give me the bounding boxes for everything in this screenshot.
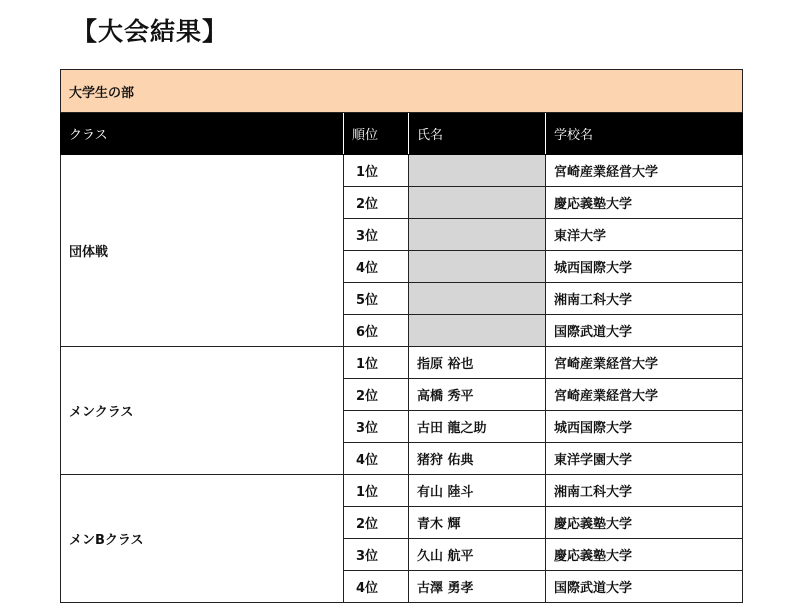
rank-cell: 4位 <box>344 251 409 283</box>
class-cell: メンクラス <box>61 347 344 475</box>
column-header-name: 氏名 <box>409 113 546 155</box>
rank-cell: 4位 <box>344 443 409 475</box>
rank-cell: 4位 <box>344 571 409 603</box>
school-cell: 城西国際大学 <box>546 411 743 443</box>
school-cell: 東洋学園大学 <box>546 443 743 475</box>
table-row <box>61 155 743 187</box>
name-cell <box>409 283 546 315</box>
name-cell: 久山 航平 <box>409 539 546 571</box>
name-cell: 有山 陸斗 <box>409 475 546 507</box>
school-cell: 慶応義塾大学 <box>546 539 743 571</box>
name-cell: 猪狩 佑典 <box>409 443 546 475</box>
results-table <box>60 69 743 603</box>
name-cell <box>409 315 546 347</box>
name-cell: 指原 裕也 <box>409 347 546 379</box>
school-cell: 国際武道大学 <box>546 571 743 603</box>
rank-cell: 1位 <box>344 155 409 187</box>
school-cell: 宮崎産業経営大学 <box>546 347 743 379</box>
rank-cell: 1位 <box>344 347 409 379</box>
rank-cell: 1位 <box>344 475 409 507</box>
section-header-row <box>61 70 743 113</box>
rank-cell: 2位 <box>344 379 409 411</box>
school-cell: 宮崎産業経営大学 <box>546 155 743 187</box>
school-cell: 宮崎産業経営大学 <box>546 379 743 411</box>
school-cell: 国際武道大学 <box>546 315 743 347</box>
name-cell <box>409 155 546 187</box>
name-cell: 高橋 秀平 <box>409 379 546 411</box>
class-cell: メンBクラス <box>61 475 344 603</box>
section-title: 大学生の部 <box>61 70 743 113</box>
school-cell: 城西国際大学 <box>546 251 743 283</box>
table-row <box>61 347 743 379</box>
name-cell: 古澤 勇孝 <box>409 571 546 603</box>
name-cell <box>409 187 546 219</box>
rank-cell: 3位 <box>344 411 409 443</box>
column-header-school: 学校名 <box>546 113 743 155</box>
rank-cell: 3位 <box>344 219 409 251</box>
name-cell <box>409 219 546 251</box>
rank-cell: 2位 <box>344 507 409 539</box>
school-cell: 湘南工科大学 <box>546 283 743 315</box>
class-cell: 団体戦 <box>61 155 344 347</box>
school-cell: 東洋大学 <box>546 219 743 251</box>
school-cell: 湘南工科大学 <box>546 475 743 507</box>
name-cell: 青木 輝 <box>409 507 546 539</box>
rank-cell: 3位 <box>344 539 409 571</box>
school-cell: 慶応義塾大学 <box>546 507 743 539</box>
school-cell: 慶応義塾大学 <box>546 187 743 219</box>
rank-cell: 5位 <box>344 283 409 315</box>
page-title: 【大会結果】 <box>72 17 229 46</box>
column-header-row <box>61 113 743 155</box>
rank-cell: 2位 <box>344 187 409 219</box>
table-row <box>61 475 743 507</box>
name-cell: 古田 龍之助 <box>409 411 546 443</box>
column-header-rank: 順位 <box>344 113 409 155</box>
name-cell <box>409 251 546 283</box>
rank-cell: 6位 <box>344 315 409 347</box>
column-header-class: クラス <box>61 113 344 155</box>
